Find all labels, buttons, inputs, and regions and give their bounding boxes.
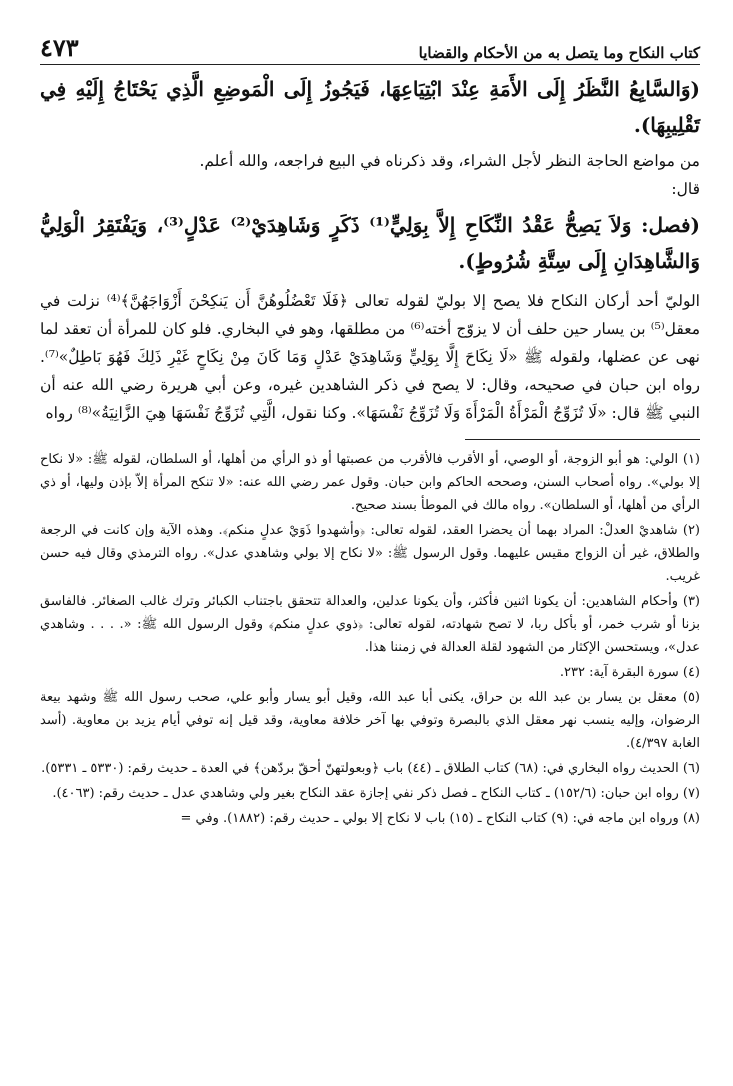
footnote-4: (٤) سورة البقرة آية: ٢٣٢. <box>559 665 700 680</box>
running-header <box>40 28 700 65</box>
header-title: كتاب النكاح وما يتصل به من الأحكام والقضايا <box>418 44 700 62</box>
footnotes <box>40 448 700 830</box>
footnote-7: (٧) رواه ابن حبان: (١٥٢/٦) ـ كتاب النكاح ـ فصل ذكر نفي إجازة عقد النكاح بغير ولي وشاهدي عدل ـ حديث رقم: (٤٠٦٣). <box>52 786 700 801</box>
sharh-paragraph-3: الوليّ أحد أركان النكاح فلا يصح إلا بوليّ لقوله تعالى ﴿فَلَا تَعْضُلُوهُنَّ أَن يَنكِحْنَ أَزْوَاجَهُنَّ﴾⁽⁴⁾ نزلت في معقل⁽⁵⁾ بن يسار حين حلف أن لا يزوّج أخته⁽⁶⁾ من مطلقها، وهو في البخاري. فلو كان للمرأة أن تعقد لما نهى عن عضلها، ولقوله ﷺ «لَا نِكَاحَ إِلَّا بِوَلِيٍّ وَشَاهِدَيْ عَدْلٍ وَمَا كَانَ مِنْ نِكَاحٍ غَيْرِ ذَلِكَ فَهُوَ بَاطِلٌ»⁽⁷⁾. رواه ابن حبان في صحيحه، وقال: لا يصح في ذكر الشاهدين غيره، وعن أبي هريرة رضي الله عنه أن النبي ﷺ قال: «لَا تُزَوِّجُ الْمَرْأَةُ الْمَرْأَةَ وَلَا تُزَوِّجُ نَفْسَهَا». وكنا نقول، الَّتِي تُزَوِّجُ نَفْسَهَا هِيَ الزَّانِيَةُ»⁽⁸⁾ رواه <box>40 292 700 422</box>
footnote-8: (٨) ورواه ابن ماجه في: (٩) كتاب النكاح ـ (١٥) باب لا نكاح إلا بولي ـ حديث رقم: (١٨٨٢). وفي = <box>180 811 700 826</box>
matn-paragraph-2: (فصل: وَلاَ يَصِحُّ عَقْدُ النِّكَاحِ إِلاَّ بِوَلِيٍّ⁽¹⁾ ذَكَرٍ وَشَاهِدَيْ⁽²⁾ عَدْلٍ⁽³⁾، وَيَفْتَقِرُ الْوَلِيُّ وَالشَّاهِدَانِ إِلَى سِتَّةِ شُرُوطٍ). <box>40 213 700 273</box>
footnote-2: (٢) شاهديْ العدلْ: المراد بهما أن يحضرا العقد، لقوله تعالى: ﴿وأشهدوا ذَوَيْ عدلٍ منكم﴾. وهذه الآية وإن كانت في الرجعة والطلاق، غير أن الزواج مقيس عليهما. وقول الرسول ﷺ: «لا نكاح إلا بولي وشاهدي عدل». رواه الترمذي وقال فيه حسن غريب. <box>40 523 700 584</box>
footnote-1: (١) الولي: هو أبو الزوجة، أو الوصي، أو الأقرب فالأقرب من عصبتها أو ذو الرأي من أهلها، أو السلطان، لقوله ﷺ: «لا نكاح إلا بولي». رواه أصحاب السنن، وصححه الحاكم وابن حبان. وقول عمر رضي الله عنه: «لا تنكح المرأة إلاّ بإذن وليها، أو ذي الرأي من أهلها، أو السلطان». رواه مالك في الموطأ بسند صحيح. <box>40 452 700 513</box>
page-number: ٤٧٣ <box>40 33 79 62</box>
footnote-3: (٣) وأحكام الشاهدين: أن يكونا اثنين فأكثر، وأن يكونا عدلين، والعدالة تتحقق باجتناب الكبائر وترك غالب الصغائر. فالفاسق بزنا أو شرب خمر، أو بأكل ربا، لا تصح شهادته، لقوله تعالى: ﴿ذوي عدلٍ منكم﴾ وقول الرسول الله ﷺ: «. . . . وشاهدي عدل»، ويستحسن الإكثار من الشهود لقلة العدالة في زمننا هذا. <box>40 594 700 655</box>
sharh-paragraph-2: قال: <box>671 180 700 198</box>
footnote-divider <box>465 439 700 440</box>
sharh-paragraph-1: من مواضع الحاجة النظر لأجل الشراء، وقد ذكرناه في البيع فراجعه، والله أعلم. <box>199 152 700 170</box>
page <box>40 28 700 1068</box>
footnote-6: (٦) الحديث رواه البخاري في: (٦٨) كتاب الطلاق ـ (٤٤) باب ﴿وبعولتهنّ أحقّ بردّهن﴾ في العدة ـ حديث رقم: (٥٣٣٠ ـ ٥٣٣١). <box>41 761 700 776</box>
matn-paragraph-1: (وَالسَّابِعُ النَّظَرُ إِلَى الأَمَةِ عِنْدَ ابْتِيَاعِهَا، فَيَجُوزُ إِلَى الْمَوضِعِ الَّذِي يَحْتَاجُ إِلَيْهِ فِي تَقْلِيبِهَا). <box>40 77 700 137</box>
footnote-5: (٥) معقل بن يسار بن عبد الله بن حراق، يكنى أبا عبد الله، وقيل أبو يسار وأبو علي، صحب رسول الله ﷺ وشهد بيعة الرضوان، وإليه ينسب نهر معقل الذي بالبصرة وتوفي بها آخر خلافة معاوية، وقد قيل إنه توفي أيام يزيد بن معاوية. (أسد الغابة ٤/٣٩٧). <box>40 690 700 751</box>
